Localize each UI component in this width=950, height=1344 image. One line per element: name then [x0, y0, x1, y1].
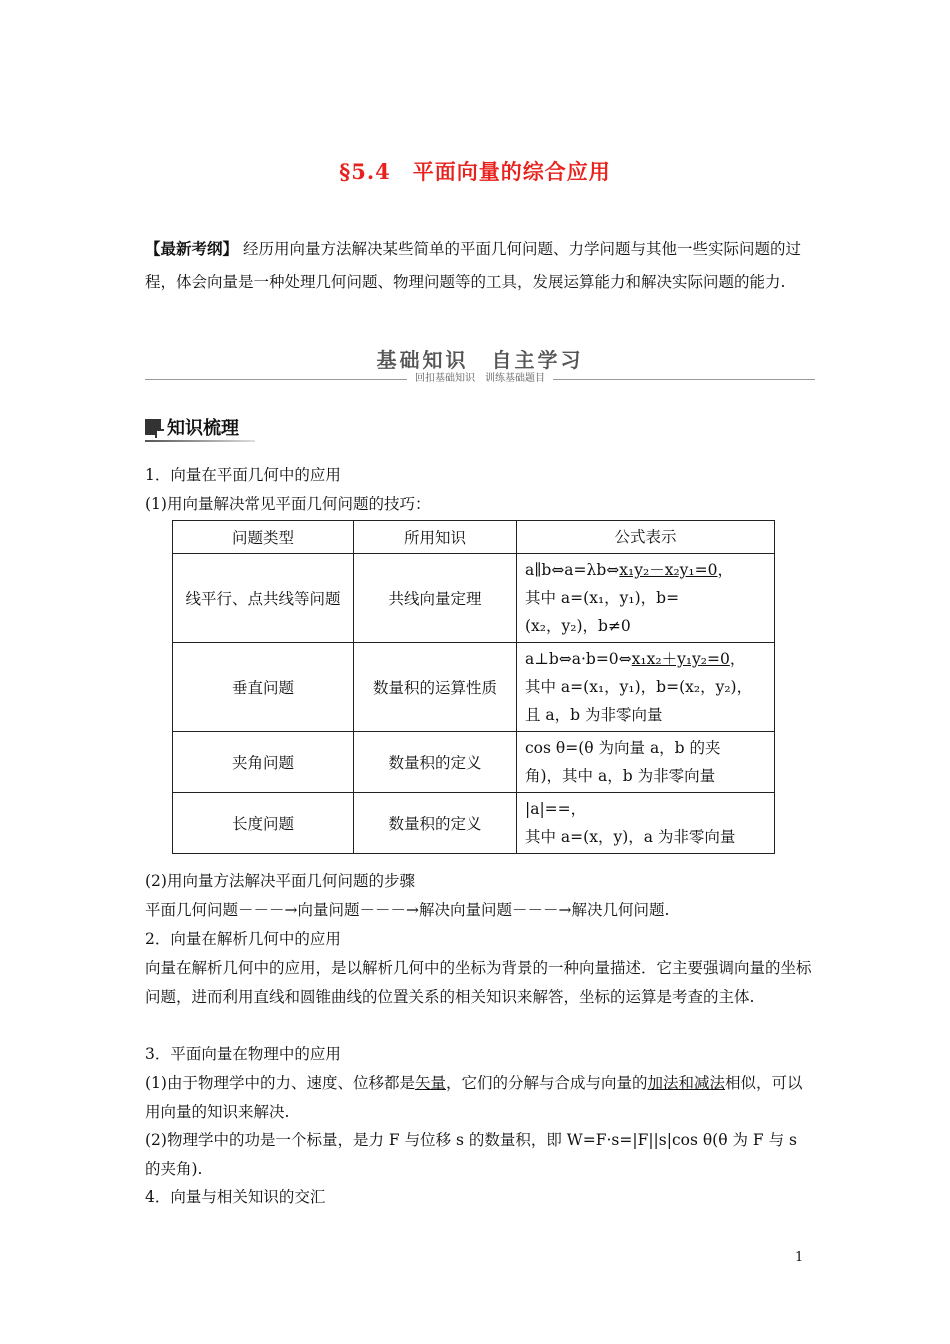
- section-2-title: 2．向量在解析几何中的应用: [145, 930, 341, 948]
- formula-line: (x₂，y₂)，b≠0: [525, 617, 631, 635]
- formula-line: ，: [729, 650, 746, 668]
- knowledge-cell: 数量积的定义: [354, 793, 517, 854]
- table-header: 所用知识: [354, 521, 517, 554]
- table-row: [173, 554, 775, 643]
- knowledge-heading-label: 知识梳理: [167, 418, 239, 439]
- table-header: 问题类型: [173, 521, 354, 554]
- section-square-icon: [145, 419, 161, 435]
- banner-title: 基础知识 自主学习: [376, 348, 584, 372]
- section-2-text: 向量在解析几何中的应用，是以解析几何中的坐标为背景的一种向量描述．它主要强调向量的坐标问题，进而利用直线和圆锥曲线的位置关系的相关知识来解答，坐标的运算是考查的主体.: [145, 959, 812, 1006]
- formula-line: a⊥b⇔a·b=0⇔: [525, 650, 632, 668]
- formula-cell: [517, 643, 775, 732]
- section-4-title: 4．向量与相关知识的交汇: [145, 1188, 326, 1206]
- formula-answer: x₁y₂－x₂y₁=0: [619, 561, 718, 579]
- formula-cell: [517, 732, 775, 793]
- formula-cell: [517, 554, 775, 643]
- banner-subtitle: 回扣基础知识 训练基础题目: [407, 373, 553, 384]
- formula-line: a∥b⇔a=λb⇔: [525, 561, 620, 579]
- table-row: [173, 793, 775, 854]
- formula-line: 其中 a=(x，y)，a 为非零向量: [525, 828, 736, 846]
- formula-cell: [517, 793, 775, 854]
- formula-line: cos θ=(θ 为向量 a，b 的夹: [525, 739, 721, 757]
- problem-type-cell: 垂直问题: [173, 643, 354, 732]
- section-1-sub2: (2)用向量方法解决平面几何问题的步骤: [145, 872, 415, 890]
- section-3-para-2: (2)物理学中的功是一个标量，是力 F 与位移 s 的数量积，即 W=F·s=|F||s|cos θ(θ 为 F 与 s 的夹角).: [145, 1131, 797, 1178]
- section-banner: [145, 344, 815, 384]
- table-row: [173, 732, 775, 793]
- knowledge-underline: [145, 440, 255, 442]
- section-3-title: 3．平面向量在物理中的应用: [145, 1045, 341, 1063]
- outline-text: 经历用向量方法解决某些简单的平面几何问题、力学问题与其他一些实际问题的过程，体会向量是一种处理几何问题、物理问题等的工具，发展运算能力和解决实际问题的能力.: [145, 240, 801, 291]
- table-header-row: [173, 521, 775, 554]
- table-row: [173, 643, 775, 732]
- formula-line: 角)，其中 a，b 为非零向量: [525, 767, 716, 785]
- formula-answer: x₁x₂＋y₁y₂=0: [631, 650, 730, 668]
- formula-line: 其中 a=(x₁，y₁)，b=: [525, 589, 680, 607]
- formula-line: 且 a，b 为非零向量: [525, 706, 663, 724]
- table-header: 公式表示: [517, 521, 775, 554]
- problem-type-cell: 长度问题: [173, 793, 354, 854]
- page-number: 1: [795, 1250, 804, 1265]
- outline-tag: 【最新考纲】: [145, 239, 239, 258]
- techniques-table: [172, 520, 775, 854]
- section-1-sub1: (1)用向量解决常见平面几何问题的技巧：: [145, 495, 431, 513]
- formula-line: 其中 a=(x₁，y₁)，b=(x₂，y₂)，: [525, 678, 753, 696]
- problem-type-cell: 线平行、点共线等问题: [173, 554, 354, 643]
- knowledge-cell: 共线向量定理: [354, 554, 517, 643]
- formula-line: |a|==，: [525, 800, 587, 818]
- section-1-title: 1．向量在平面几何中的应用: [145, 466, 341, 484]
- exam-outline: [145, 232, 815, 299]
- knowledge-cell: 数量积的运算性质: [354, 643, 517, 732]
- page-title: §5.4 平面向量的综合应用: [339, 159, 611, 184]
- knowledge-cell: 数量积的定义: [354, 732, 517, 793]
- para-text: 相似，可以用向量的知识来解决.: [145, 1074, 803, 1121]
- steps-flow: 平面几何问题－－－→向量问题－－－→解决向量问题－－－→解决几何问题.: [145, 901, 670, 919]
- answer-underlined: 加法和减法: [647, 1074, 726, 1092]
- answer-underlined: 矢量: [414, 1074, 446, 1092]
- section-3-para-1: [145, 1069, 815, 1127]
- para-text: (1)由于物理学中的力、速度、位移都是: [145, 1074, 415, 1092]
- problem-type-cell: 夹角问题: [173, 732, 354, 793]
- knowledge-heading: [145, 412, 239, 442]
- para-text: ，它们的分解与合成与向量的: [445, 1074, 648, 1092]
- formula-line: ，: [717, 561, 733, 579]
